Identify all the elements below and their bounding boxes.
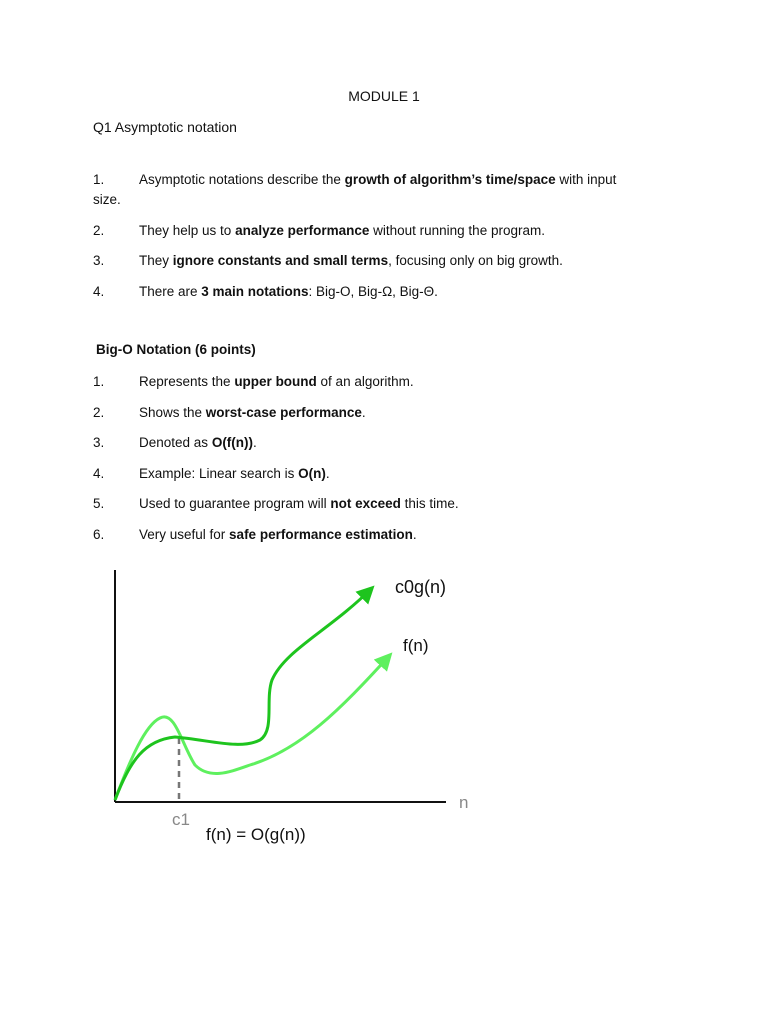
bigo-item <box>93 464 693 484</box>
bold-text: 3 main notations <box>201 283 309 299</box>
lower-curve-label: f(n) <box>403 636 429 655</box>
intro-item <box>93 170 693 210</box>
intro-item <box>93 251 693 271</box>
bigo-item <box>93 433 693 453</box>
bigo-diagram <box>100 560 490 860</box>
list-number: 2. <box>93 404 105 420</box>
bigo-item <box>93 494 693 514</box>
list-number: 3. <box>93 253 105 268</box>
list-number: 4. <box>93 465 105 481</box>
bold-text: O(n) <box>298 465 326 481</box>
bold-text: growth of algorithm’s time/space <box>344 172 556 187</box>
list-text: Shows the <box>139 404 206 420</box>
list-number: 3. <box>93 435 105 450</box>
figure-caption: f(n) = O(g(n)) <box>206 825 306 844</box>
intro-list <box>93 170 693 312</box>
list-text: . <box>361 404 366 420</box>
intro-item <box>93 282 693 302</box>
list-text: Used to guarantee program will <box>139 496 331 511</box>
list-text: They help us to <box>139 222 236 238</box>
question-heading: Q1 Asymptotic notation <box>93 119 237 135</box>
list-number: 4. <box>93 283 105 299</box>
f-n-curve <box>115 655 390 800</box>
list-text: Represents the <box>139 374 235 389</box>
bold-text: O(f(n)) <box>211 435 254 450</box>
list-text: Example: Linear search is <box>139 465 299 481</box>
list-number: 6. <box>93 526 105 542</box>
list-text: . <box>325 465 330 481</box>
bold-text: not exceed <box>330 496 401 511</box>
bold-text: ignore constants and small terms <box>172 253 389 268</box>
list-text: with input <box>555 172 617 187</box>
x-axis-label: n <box>459 793 469 812</box>
list-text: : Big-O, Big-Ω, Big-Θ. <box>308 283 438 299</box>
list-text: They <box>139 253 173 268</box>
list-number: 2. <box>93 222 105 238</box>
bold-text: upper bound <box>234 374 317 389</box>
list-text: Very useful for <box>139 526 230 542</box>
bold-text: worst-case performance <box>205 404 362 420</box>
list-text: this time. <box>400 496 459 511</box>
list-text: of an algorithm. <box>316 374 414 389</box>
list-text: , focusing only on big growth. <box>388 253 563 268</box>
list-text: There are <box>139 283 202 299</box>
list-text: Denoted as <box>139 435 212 450</box>
bigo-item <box>93 372 693 392</box>
bigo-item <box>93 525 693 545</box>
bigo-heading: Big-O Notation (6 points) <box>96 342 256 357</box>
list-number: 1. <box>93 374 105 389</box>
bigo-list <box>93 372 693 555</box>
list-text-wrap: size. <box>93 192 121 207</box>
list-number: 5. <box>93 496 105 511</box>
page-title: MODULE 1 <box>348 88 420 104</box>
list-number: 1. <box>93 172 105 187</box>
bold-text: safe performance estimation <box>229 526 413 542</box>
list-text: without running the program. <box>369 222 545 238</box>
list-text: . <box>412 526 417 542</box>
bigo-item <box>93 403 693 423</box>
list-text: . <box>253 435 257 450</box>
bold-text: analyze performance <box>235 222 370 238</box>
list-text: Asymptotic notations describe the <box>139 172 345 187</box>
c1-label: c1 <box>172 810 190 829</box>
upper-curve-label: c0g(n) <box>395 577 447 597</box>
intro-item <box>93 221 693 241</box>
